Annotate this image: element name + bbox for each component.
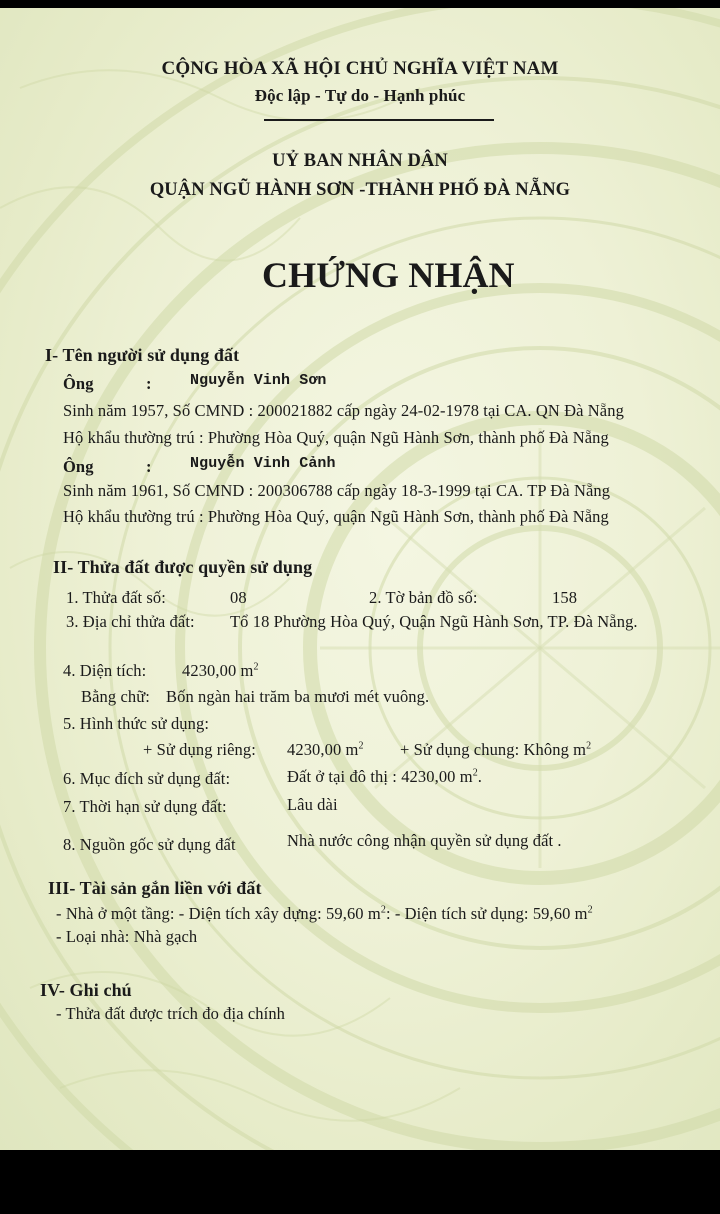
house-type-line: - Loại nhà: Nhà gạch — [56, 927, 198, 946]
map-sheet-label: 2. Tờ bản đồ số: — [369, 588, 478, 607]
owner-1-residence: Hộ khẩu thường trú : Phường Hòa Quý, quận Ngũ Hành Sơn, thành phố Đà Nẵng — [63, 428, 609, 447]
area-in-words-value: Bốn ngàn hai trăm ba mươi mét vuông. — [166, 687, 430, 706]
land-purpose-value: Đất ở tại đô thị : 4230,00 $m^2$. — [287, 767, 483, 786]
land-purpose-label: 6. Mục đích sử dụng đất: — [63, 769, 231, 788]
area-in-words-label: Bằng chữ: — [81, 687, 150, 706]
owner-2-name: Nguyễn Vinh Cảnh — [190, 455, 336, 472]
map-sheet-value: 158 — [552, 588, 578, 607]
private-use-value: 4230,00 $m^2$ — [287, 740, 364, 759]
note-line: - Thửa đất được trích đo địa chính — [56, 1004, 286, 1023]
section-2-heading: II- Thửa đất được quyền sử dụng — [53, 557, 313, 577]
land-origin-value: Nhà nước công nhận quyền sử dụng đất . — [287, 831, 562, 850]
authority-line-1: UỶ BAN NHÂN DÂN — [272, 151, 448, 171]
document-title: CHỨNG NHẬN — [262, 255, 515, 295]
parcel-value: 08 — [230, 588, 247, 607]
address-value: Tổ 18 Phường Hòa Quý, Quận Ngũ Hành Sơn, TP. Đà Nẵng. — [230, 612, 638, 631]
usage-term-label: 7. Thời hạn sử dụng đất: — [63, 797, 227, 816]
area-label: 4. Diện tích: — [63, 661, 147, 680]
certificate-document — [0, 8, 720, 1150]
section-1-heading: I- Tên người sử dụng đất — [45, 345, 240, 365]
authority-line-2: QUẬN NGŨ HÀNH SƠN -THÀNH PHỐ ĐÀ NẴNG — [149, 180, 571, 200]
usage-form-label: 5. Hình thức sử dụng: — [63, 714, 210, 733]
usage-term-value: Lâu dài — [287, 795, 338, 814]
nation-title: CỘNG HÒA XÃ HỘI CHỦ NGHĨA VIỆT NAM — [161, 58, 559, 79]
owner-1-name: Nguyễn Vinh Sơn — [190, 372, 327, 389]
nation-motto: Độc lập - Tự do - Hạnh phúc — [254, 86, 466, 105]
owner-1-colon: : — [146, 374, 152, 393]
land-origin-label: 8. Nguồn gốc sử dụng đất — [63, 835, 236, 854]
private-use-label: + Sử dụng riêng: — [143, 740, 256, 759]
house-area-line: - Nhà ở một tầng: - Diện tích xây dựng: 59,60 $m^2$: - Diện tích sử dụng: 59,60 $m^2$ — [56, 904, 593, 923]
section-4-heading: IV- Ghi chú — [40, 980, 132, 1000]
owner-2-colon: : — [146, 457, 152, 476]
owner-2-residence: Hộ khẩu thường trú : Phường Hòa Quý, quận Ngũ Hành Sơn, thành phố Đà Nẵng — [63, 507, 609, 526]
motto-underline — [264, 119, 494, 121]
owner-1-id-line: Sinh năm 1957, Số CMND : 200021882 cấp ngày 24-02-1978 tại CA. QN Đà Nẵng — [63, 401, 624, 420]
shared-use-label: + Sử dụng chung: Không $m^2$ — [400, 740, 592, 759]
area-value: 4230,00 $m^2$ — [182, 661, 259, 680]
parcel-label: 1. Thửa đất số: — [66, 588, 166, 607]
owner-2-id-line: Sinh năm 1961, Số CMND : 200306788 cấp ngày 18-3-1999 tại CA. TP Đà Nẵng — [63, 481, 611, 500]
section-3-heading: III- Tài sản gắn liền với đất — [48, 878, 262, 898]
owner-1-prefix: Ông — [63, 374, 94, 393]
address-label: 3. Địa chỉ thửa đất: — [66, 612, 195, 631]
owner-2-prefix: Ông — [63, 457, 94, 476]
